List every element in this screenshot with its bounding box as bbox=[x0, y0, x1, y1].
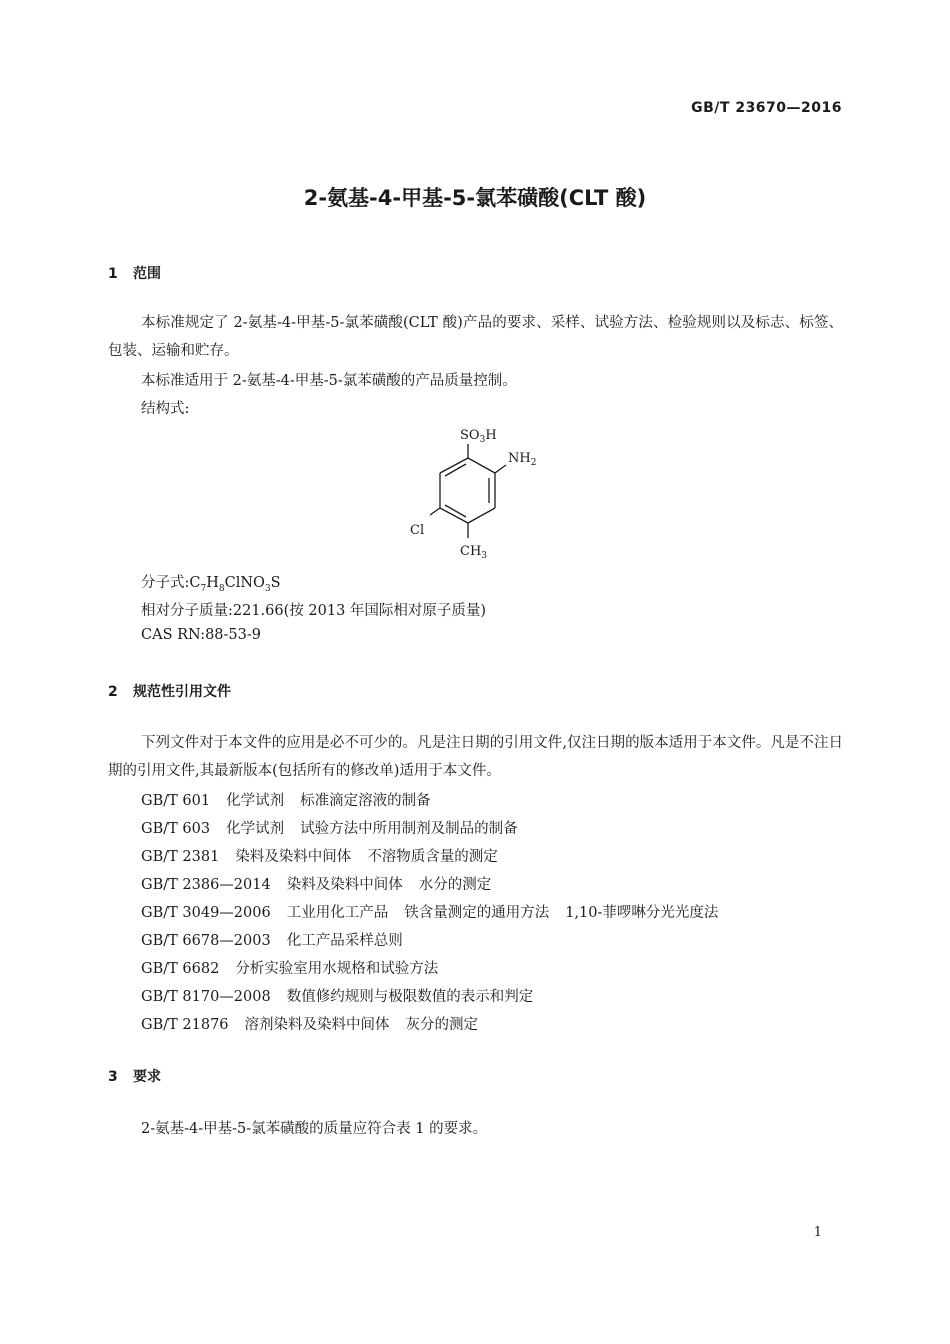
section-title: 要求 bbox=[133, 1069, 161, 1085]
benzene-ring bbox=[430, 444, 506, 538]
formula-element: H bbox=[206, 575, 219, 591]
reference-title: 染料及染料中间体 bbox=[235, 849, 352, 865]
scope-paragraph-2: 本标准适用于 2-氨基-4-甲基-5-氯苯磺酸的产品质量控制。 bbox=[141, 373, 517, 389]
reference-code: GB/T 21876 bbox=[141, 1017, 229, 1033]
reference-code: GB/T 601 bbox=[141, 793, 211, 809]
reference-title: 化学试剂 bbox=[226, 793, 285, 809]
formula-element: ClNO bbox=[224, 575, 265, 591]
section-title: 范围 bbox=[133, 266, 161, 282]
reference-item bbox=[141, 873, 491, 894]
requirements-paragraph: 2-氨基-4-甲基-5-氯苯磺酸的质量应符合表 1 的要求。 bbox=[141, 1121, 488, 1137]
scope-paragraph-1: 本标准规定了 2-氨基-4-甲基-5-氯苯磺酸(CLT 酸)产品的要求、采样、试验方法、检验规则以及标志、标签、包装、运输和贮存。 bbox=[108, 315, 843, 359]
reference-code: GB/T 2381 bbox=[141, 849, 220, 865]
cas-number: CAS RN:88-53-9 bbox=[141, 627, 262, 643]
formula-element: C bbox=[189, 575, 201, 591]
reference-code: GB/T 8170—2008 bbox=[141, 989, 271, 1005]
section-number: 2 bbox=[108, 684, 118, 700]
reference-item bbox=[141, 845, 498, 866]
reference-item bbox=[141, 1013, 478, 1034]
amino-group: $NH_2$ bbox=[508, 451, 537, 468]
standard-code: GB/T 23670—2016 bbox=[691, 100, 842, 116]
section-1-heading bbox=[108, 263, 161, 283]
formula-subscript: 8 bbox=[218, 583, 225, 594]
formula-element: S bbox=[270, 575, 281, 591]
reference-code: GB/T 6682 bbox=[141, 961, 220, 977]
reference-item bbox=[141, 929, 403, 950]
reference-item bbox=[141, 817, 518, 838]
reference-title: 数值修约规则与极限数值的表示和判定 bbox=[286, 989, 534, 1005]
sulfonic-acid-group: $SO_3H$ bbox=[460, 428, 497, 445]
reference-subtitle: 铁含量测定的通用方法 bbox=[404, 905, 550, 921]
section-3-heading bbox=[108, 1066, 161, 1086]
reference-code: GB/T 6678—2003 bbox=[141, 933, 271, 949]
formula-label: 分子式: bbox=[141, 575, 190, 591]
section-2-heading bbox=[108, 681, 231, 701]
reference-item bbox=[141, 985, 533, 1006]
reference-subtitle-2: 1,10-菲啰啉分光光度法 bbox=[565, 905, 719, 921]
page-number: 1 bbox=[813, 1225, 822, 1240]
chloro-group: Cl bbox=[410, 523, 425, 538]
formula-subscript: 7 bbox=[200, 583, 207, 594]
document-title: 2-氨基-4-甲基-5-氯苯磺酸(CLT 酸) bbox=[303, 186, 647, 210]
reference-code: GB/T 603 bbox=[141, 821, 211, 837]
reference-item bbox=[141, 789, 431, 810]
methyl-group: $CH_3$ bbox=[460, 544, 488, 561]
reference-subtitle: 不溶物质含量的测定 bbox=[367, 849, 498, 865]
reference-title: 化工产品采样总则 bbox=[286, 933, 403, 949]
reference-title: 工业用化工产品 bbox=[286, 905, 389, 921]
reference-code: GB/T 3049—2006 bbox=[141, 905, 271, 921]
reference-subtitle: 灰分的测定 bbox=[405, 1017, 479, 1033]
formula-subscript: 3 bbox=[264, 583, 271, 594]
normative-intro: 下列文件对于本文件的应用是必不可少的。凡是注日期的引用文件,仅注日期的版本适用于本文件。凡是不注日期的引用文件,其最新版本(包括所有的修改单)适用于本文件。 bbox=[108, 735, 843, 779]
relative-molecular-mass: 相对分子质量:221.66(按 2013 年国际相对原子质量) bbox=[141, 603, 487, 619]
section-number: 3 bbox=[108, 1069, 118, 1085]
section-number: 1 bbox=[108, 266, 118, 282]
reference-code: GB/T 2386—2014 bbox=[141, 877, 271, 893]
reference-title: 化学试剂 bbox=[226, 821, 285, 837]
reference-item bbox=[141, 957, 438, 978]
reference-title: 染料及染料中间体 bbox=[286, 877, 403, 893]
section-title: 规范性引用文件 bbox=[133, 684, 231, 700]
reference-subtitle: 试验方法中所用制剂及制品的制备 bbox=[300, 821, 518, 837]
structural-formula bbox=[400, 420, 600, 570]
reference-title: 溶剂染料及染料中间体 bbox=[244, 1017, 390, 1033]
structure-label: 结构式: bbox=[141, 401, 190, 417]
reference-subtitle: 标准滴定溶液的制备 bbox=[300, 793, 431, 809]
molecular-formula bbox=[141, 571, 281, 594]
reference-item bbox=[141, 901, 718, 922]
reference-title: 分析实验室用水规格和试验方法 bbox=[235, 961, 439, 977]
reference-subtitle: 水分的测定 bbox=[418, 877, 492, 893]
